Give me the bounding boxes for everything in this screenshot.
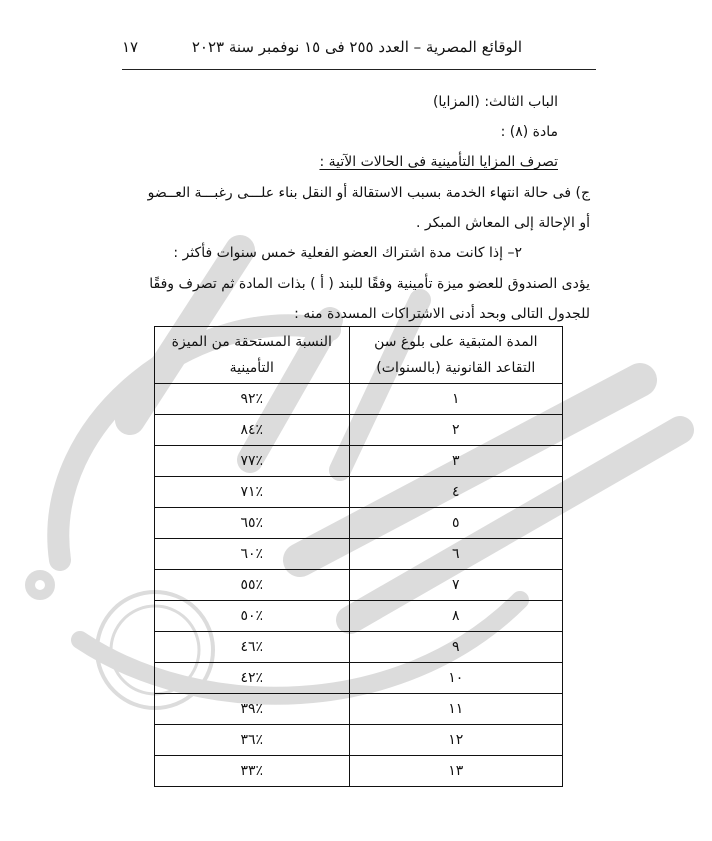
paragraph-c-line-2: أو الإحالة إلى المعاش المبكر . [415,215,590,231]
percent-cell: ٪٣٩ [155,694,350,725]
item-2-line-1: يؤدى الصندوق للعضو ميزة تأمينية وفقًا للبند ( أ ) بذات المادة ثم تصرف وفقًا [149,276,590,292]
years-cell: ١ [349,384,562,415]
percent-cell: ٪٤٦ [155,632,350,663]
table-row [155,570,563,601]
percent-cell: ٪٦٥ [155,508,350,539]
header-divider [122,69,596,70]
column-header-years-line-1: المدة المتبقية على بلوغ سن [374,334,538,350]
years-cell: ٧ [349,570,562,601]
column-header-percent [155,327,350,384]
years-cell: ١٠ [349,663,562,694]
column-header-percent-line-2: التأمينية [229,360,274,376]
item-2-line-2: للجدول التالى وبحد أدنى الاشتراكات المسددة منه : [294,306,590,322]
years-cell: ٩ [349,632,562,663]
table-row [155,601,563,632]
table-row [155,446,563,477]
years-cell: ١٢ [349,725,562,756]
table-row [155,539,563,570]
percent-cell: ٪٧٧ [155,446,350,477]
years-cell: ١٣ [349,756,562,787]
percent-cell: ٪٥٥ [155,570,350,601]
table-row [155,725,563,756]
table-row [155,477,563,508]
years-cell: ٤ [349,477,562,508]
table-row [155,756,563,787]
years-cell: ٣ [349,446,562,477]
percent-cell: ٪٩٢ [155,384,350,415]
table-row [155,415,563,446]
benefits-table [154,326,563,787]
years-cell: ١١ [349,694,562,725]
percent-cell: ٪٣٦ [155,725,350,756]
percent-cell: ٪٣٣ [155,756,350,787]
table-row [155,663,563,694]
percent-cell: ٪٥٠ [155,601,350,632]
column-header-percent-line-1: النسبة المستحقة من الميزة [171,334,332,350]
years-cell: ٦ [349,539,562,570]
percent-cell: ٪٦٠ [155,539,350,570]
column-header-years-line-2: التقاعد القانونية (بالسنوات) [376,360,536,376]
percent-cell: ٪٧١ [155,477,350,508]
table-row [155,508,563,539]
years-cell: ٨ [349,601,562,632]
chapter-title: الباب الثالث: (المزايا) [432,94,558,110]
page-number: ١٧ [122,38,139,56]
page-header-title: الوقائع المصرية – العدد ٢٥٥ فى ١٥ نوفمبر سنة ٢٠٢٣ [191,38,522,56]
article-title: مادة (٨) : [500,124,558,140]
years-cell: ٢ [349,415,562,446]
table-row [155,694,563,725]
section-heading: تصرف المزايا التأمينية فى الحالات الآتية : [319,154,558,170]
table-header-row [155,327,563,384]
table-row [155,384,563,415]
table-row [155,632,563,663]
years-cell: ٥ [349,508,562,539]
paragraph-c-line-1: ج) فى حالة انتهاء الخدمة بسبب الاستقالة أو النقل بناء علـــى رغبـــة العــضو [147,185,590,201]
item-2-heading: ٢– إذا كانت مدة اشتراك العضو الفعلية خمس سنوات فأكثر : [173,245,522,261]
column-header-years [349,327,562,384]
percent-cell: ٪٨٤ [155,415,350,446]
percent-cell: ٪٤٢ [155,663,350,694]
